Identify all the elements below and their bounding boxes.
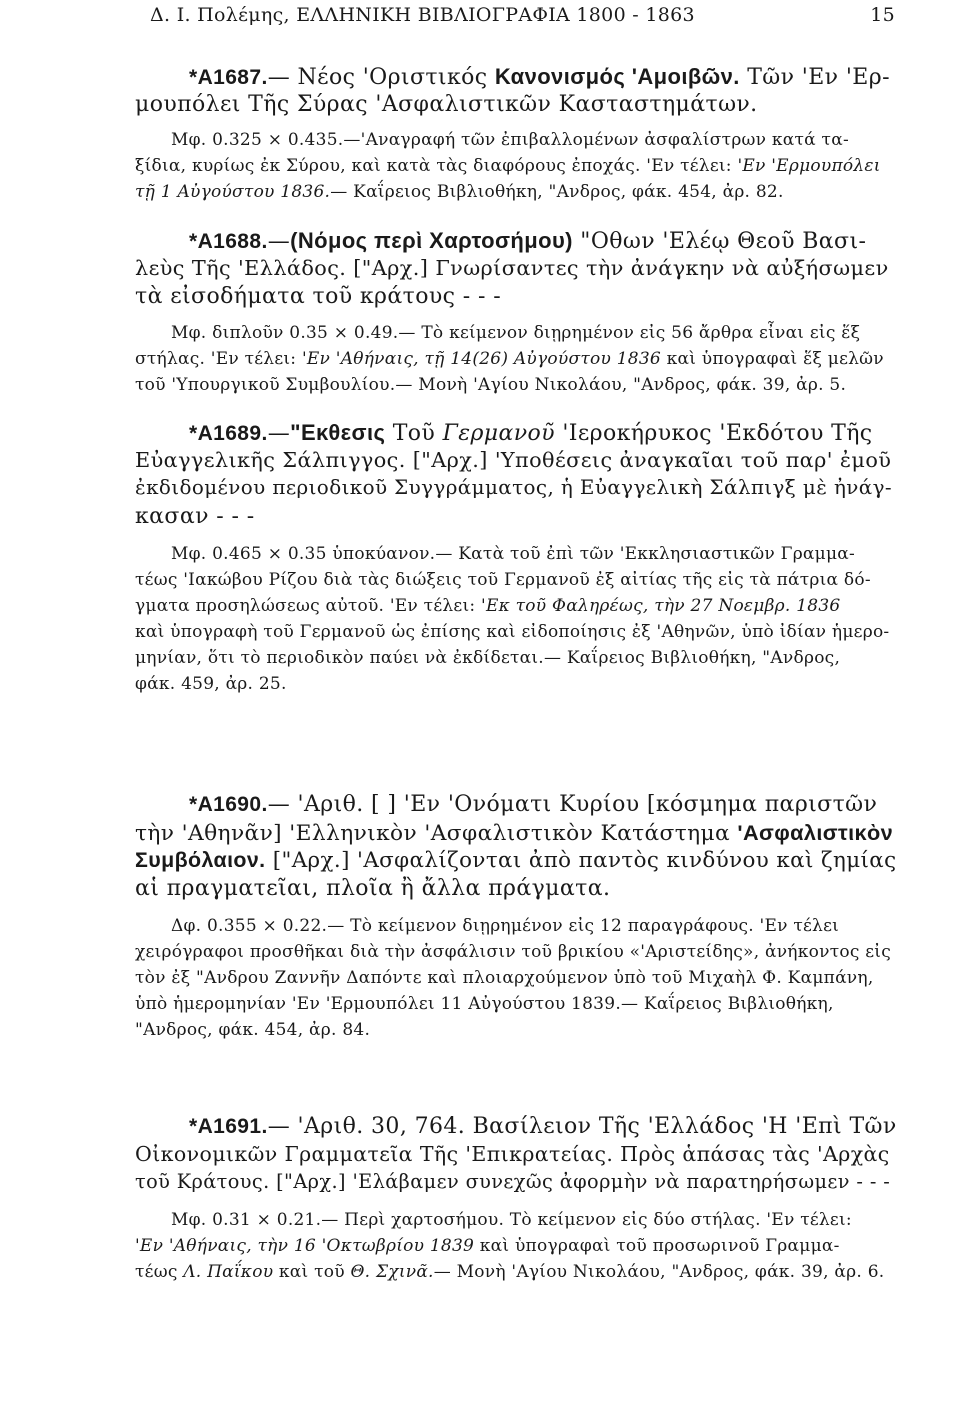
entry-note-line: Μφ. 0.31 × 0.21.— Περὶ χαρτοσήμου. Τὸ κείμενον εἰς δύο στήλας. 'Εν τέλει:: [171, 1210, 852, 1230]
entry-note-line: στήλας. 'Εν τέλει: 'Εν 'Αθήναις, τῇ 14(26) Αὐγούστου 1836 καὶ ὑπογραφαὶ ἕξ μελῶν: [135, 349, 884, 369]
entry-note-line: τέως 'Ιακώβου Ρίζου διὰ τὰς διώξεις τοῦ Γερμανοῦ ἐξ αἰτίας τῆς εἰς τὰ πάτρια δό-: [135, 570, 871, 590]
entry-note-line: καὶ ὑπογραφὴ τοῦ Γερμανοῦ ὡς ἐπίσης καὶ εἰδοποίησις ἐξ 'Αθηνῶν, ὑπὸ ἰδίαν ἡμερο-: [135, 622, 890, 642]
colophon-place-date: 'Εν 'Αθήναις, τὴν 16 'Οκτωβρίου 1839: [135, 1236, 475, 1256]
entry-id: *Α1691.: [189, 1115, 268, 1138]
entry-title: 'Ασφαλιστικὸν: [737, 820, 894, 845]
entry-main-line: Οἰκονομικῶν Γραμματεῖα Τῆς 'Επικρατείας. Πρὸς ἁπάσας τὰς 'Αρχὰς: [135, 1142, 890, 1166]
colophon-place-date: 'Εν 'Αθήναις, τῇ 14(26) Αὐγούστου 1836: [301, 349, 661, 369]
running-title: Δ. Ι. Πολέμης, ΕΛΛΗΝΙΚΗ ΒΙΒΛΙΟΓΡΑΦΙΑ 1800 - 1863: [150, 4, 695, 26]
entry-main-line: *Α1688.—(Νόμος περὶ Χαρτοσήμου) "Οθων 'Ελέῳ Θεοῦ Βασι-: [189, 228, 867, 254]
entry-id: *Α1690.: [189, 793, 268, 816]
entry-note-line: Μφ. 0.465 × 0.35 ὑποκύανον.— Κατὰ τοῦ ἐπὶ τῶν 'Εκκλησιαστικῶν Γραμμα-: [171, 544, 855, 564]
entry-note-line: τέως Λ. Παΐκου καὶ τοῦ Θ. Σχινᾶ.— Μονὴ 'Αγίου Νικολάου, "Ανδρος, φάκ. 39, ἀρ. 6.: [135, 1262, 885, 1282]
entry-main-line: ἐκδιδομένου περιοδικοῦ Συγγράμματος, ἡ Εὐαγγελικὴ Σάλπιγξ μὲ ἠνάγ-: [135, 476, 893, 499]
entry-id: *Α1687.: [189, 66, 268, 89]
entry-main-line: λεὺς Τῆς 'Ελλάδος. ["Αρχ.] Γνωρίσαντες τὴν ἀνάγκην νὰ αὐξήσωμεν: [135, 256, 889, 280]
entry-note-line: "Ανδρος, φάκ. 454, ἀρ. 84.: [135, 1020, 371, 1040]
entry-main-line: *Α1687.— Νέος 'Οριστικός Κανονισμός 'Αμοιβῶν. Τῶν 'Εν 'Ερ-: [189, 64, 890, 90]
entry-main-line: Εὐαγγελικῆς Σάλπιγγος. ["Αρχ.] 'Υποθέσεις ἀναγκαῖαι τοῦ παρ' ἐμοῦ: [135, 448, 892, 472]
entry-id: *Α1688.: [189, 230, 268, 253]
entry-main-line: *Α1691.— 'Αριθ. 30, 764. Βασίλειον Τῆς 'Ελλάδος 'Η 'Επὶ Τῶν: [189, 1114, 897, 1139]
entry-main-line: μουπόλει Τῆς Σύρας 'Ασφαλιστικῶν Κασταστημάτων.: [135, 92, 758, 117]
entry-note-line: φάκ. 459, ἀρ. 25.: [135, 674, 287, 694]
entry-note-line: τῇ 1 Αὐγούστου 1836.— Καΐρειος Βιβλιοθήκη, "Ανδρος, φάκ. 454, ἀρ. 82.: [135, 182, 784, 202]
entry-note-line: 'Εν 'Αθήναις, τὴν 16 'Οκτωβρίου 1839 καὶ ὑπογραφαὶ τοῦ προσωρινοῦ Γραμμα-: [135, 1236, 840, 1256]
entry-main-line: κασαν - - -: [135, 504, 255, 529]
entry-title: (Νόμος περὶ Χαρτοσήμου): [290, 228, 573, 253]
entry-title: Συμβόλαιον.: [135, 848, 266, 872]
entry-note-line: ξίδια, κυρίως ἐκ Σύρου, καὶ κατὰ τὰς διαφόρους ἐποχάς. 'Εν τέλει: 'Εν 'Ερμουπόλει: [135, 156, 881, 176]
entry-note-line: ὑπὸ ἡμερομηνίαν 'Εν 'Ερμουπόλει 11 Αὐγούστου 1839.— Καΐρειος Βιβλιοθήκη,: [135, 994, 834, 1014]
author-name: Γερμανοῦ: [442, 421, 555, 446]
entry-note-line: τοῦ 'Υπουργικοῦ Συμβουλίου.— Μονὴ 'Αγίου Νικολάου, "Ανδρος, φάκ. 39, ἀρ. 5.: [135, 375, 847, 395]
signatory-name: Θ. Σχινᾶ.: [350, 1262, 434, 1282]
entry-note-line: χειρόγραφοι προσθῆκαι διὰ τὴν ἀσφάλισιν τοῦ βρικίου «'Αριστείδης», ἀνήκοντος εἰς: [135, 942, 891, 962]
entry-main-line: Συμβόλαιον. ["Αρχ.] 'Ασφαλίζονται ἀπὸ παντὸς κινδύνου καὶ ζημίας: [135, 848, 897, 873]
page-header: [150, 4, 895, 32]
entry-main-line: τὰ εἰσοδήματα τοῦ κράτους - - -: [135, 284, 502, 309]
entry-title: Κανονισμός 'Αμοιβῶν.: [494, 64, 740, 89]
signatory-name: Λ. Παΐκου: [183, 1262, 274, 1282]
colophon-place: 'Εν 'Ερμουπόλει: [737, 156, 881, 176]
colophon-place-date: 'Εκ τοῦ Φαληρέως, τὴν 27 Νοεμβρ. 1836: [481, 596, 841, 616]
entry-note-line: Μφ. διπλοῦν 0.35 × 0.49.— Τὸ κείμενον διῃρημένον εἰς 56 ἄρθρα εἶναι εἰς ἕξ: [171, 323, 861, 343]
entry-id: *Α1689.: [189, 422, 268, 445]
page-number: 15: [870, 4, 895, 26]
entry-note-line: γματα προσηλώσεως αὐτοῦ. 'Εν τέλει: 'Εκ τοῦ Φαληρέως, τὴν 27 Νοεμβρ. 1836: [135, 596, 841, 616]
colophon-date: τῇ 1 Αὐγούστου 1836.: [135, 182, 331, 202]
entry-title: "Εκθεσις: [290, 420, 386, 445]
entry-main-line: *Α1689.—"Εκθεσις Τοῦ Γερμανοῦ 'Ιεροκήρυκος 'Εκδότου Τῆς: [189, 420, 873, 446]
entry-note-line: Μφ. 0.325 × 0.435.—'Αναγραφή τῶν ἐπιβαλλομένων ἀσφαλίστρων κατά τα-: [171, 130, 849, 150]
entry-note-line: Δφ. 0.355 × 0.22.— Τὸ κείμενον διῃρημένον εἰς 12 παραγράφους. 'Εν τέλει: [171, 916, 840, 936]
entry-main-line: τοῦ Κράτους. ["Αρχ.] 'Ελάβαμεν συνεχῶς ἀφορμὴν νὰ παρατηρήσωμεν - - -: [135, 1170, 891, 1193]
entry-note-line: μηνίαν, ὅτι τὸ περιοδικὸν παύει νὰ ἐκδίδεται.— Καΐρειος Βιβλιοθήκη, "Ανδρος,: [135, 648, 841, 668]
entry-main-line: τὴν 'Αθηνᾶν] 'Ελληνικὸν 'Ασφαλιστικὸν Κατάστημα 'Ασφαλιστικὸν: [135, 820, 894, 846]
entry-main-line: αἱ πραγματεῖαι, πλοῖα ἢ ἄλλα πράγματα.: [135, 876, 611, 901]
entry-main-line: *Α1690.— 'Αριθ. [ ] 'Εν 'Ονόματι Κυρίου [κόσμημα παριστῶν: [189, 792, 878, 817]
entry-note-line: τὸν ἐξ "Ανδρου Ζαννῆν Δαπόντε καὶ πλοιαρχούμενον ὑπὸ τοῦ Μιχαὴλ Φ. Καμπάνη,: [135, 968, 874, 988]
